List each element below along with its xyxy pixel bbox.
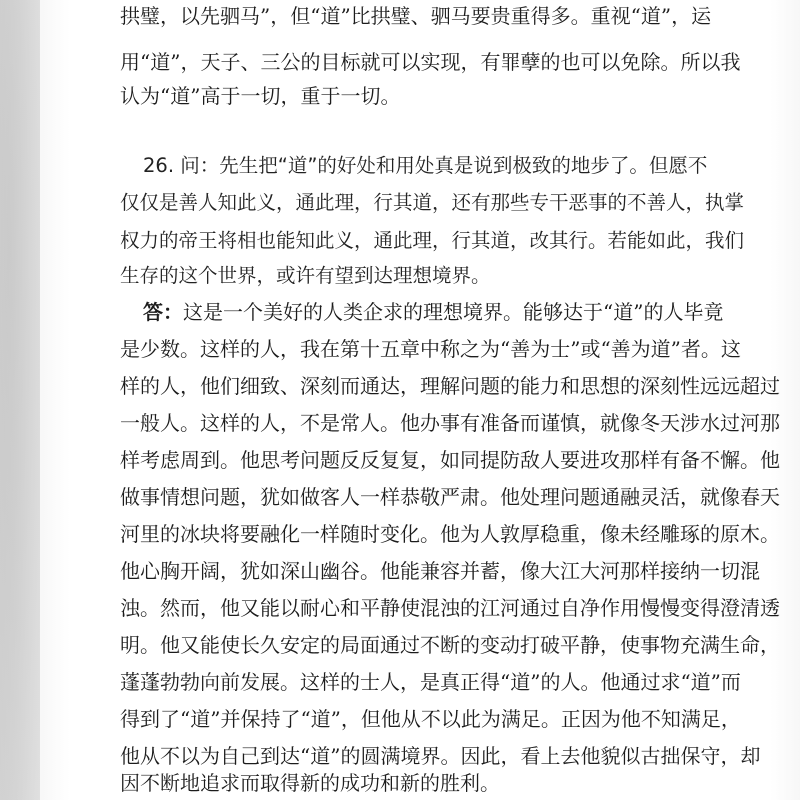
answer-line: 样考虑周到。他思考问题反反复复，如同提防敌人要进攻那样有备不懈。他 <box>120 448 780 472</box>
answer-line <box>143 300 740 324</box>
answer-line: 他从不以为自己到达“道”的圆满境界。因此，看上去他貌似古拙保守，却 <box>120 744 761 768</box>
question-number: 26. 问： <box>143 154 220 177</box>
question-line: 生存的这个世界，或许有望到达理想境界。 <box>120 264 491 287</box>
answer-line: 因不断地追求而取得新的成功和新的胜利。 <box>120 771 500 795</box>
question-line <box>143 154 740 178</box>
answer-line: 浊。然而，他又能以耐心和平静使混浊的江河通过自净作用慢慢变得澄清透 <box>120 596 780 620</box>
answer-line: 明。他又能使长久安定的局面通过不断的变动打破平静，使事物充满生命， <box>120 633 780 657</box>
answer-line: 河里的冰块将要融化一样随时变化。他为人敦厚稳重，像未经雕琢的原木。 <box>120 522 780 546</box>
answer-text: 这是一个美好的人类企求的理想境界。能够达于“道”的人毕竟 <box>183 300 724 324</box>
passage-line: 认为“道”高于一切，重于一切。 <box>120 84 401 108</box>
answer-line: 得到了“道”并保持了“道”，但他从不以此为满足。正因为他不知满足， <box>120 707 741 731</box>
answer-line: 一般人。这样的人，不是常人。他办事有准备而谨慎，就像冬天涉水过河那 <box>120 411 780 435</box>
passage-line: 拱璧，以先驷马”，但“道”比拱璧、驷马要贵重得多。重视“道”，运 <box>120 4 712 28</box>
answer-label: 答： <box>143 300 183 324</box>
passage-line: 用“道”，天子、三公的目标就可以实现，有罪孽的也可以免除。所以我 <box>120 50 741 74</box>
answer-line: 做事情想问题，犹如做客人一样恭敬严肃。他处理问题通融灵活，就像春天 <box>120 485 780 509</box>
question-text: 先生把“道”的好处和用处真是说到极致的地步了。但愿不 <box>219 154 708 177</box>
answer-line: 他心胸开阔，犹如深山幽谷。他能兼容并蓄，像大江大河那样接纳一切混 <box>120 559 760 583</box>
question-line: 仅仅是善人知此义，通此理，行其道，还有那些专干恶事的不善人，执掌 <box>120 191 745 214</box>
answer-line: 蓬蓬勃勃向前发展。这样的士人，是真正得“道”的人。他通过求“道”而 <box>120 670 741 694</box>
answer-line: 样的人，他们细致、深刻而通达，理解问题的能力和思想的深刻性远远超过 <box>120 374 780 398</box>
question-line: 权力的帝王将相也能知此义，通此理，行其道，改其行。若能如此，我们 <box>120 229 745 252</box>
answer-line: 是少数。这样的人，我在第十五章中称之为“善为士”或“善为道”者。这 <box>120 337 741 361</box>
